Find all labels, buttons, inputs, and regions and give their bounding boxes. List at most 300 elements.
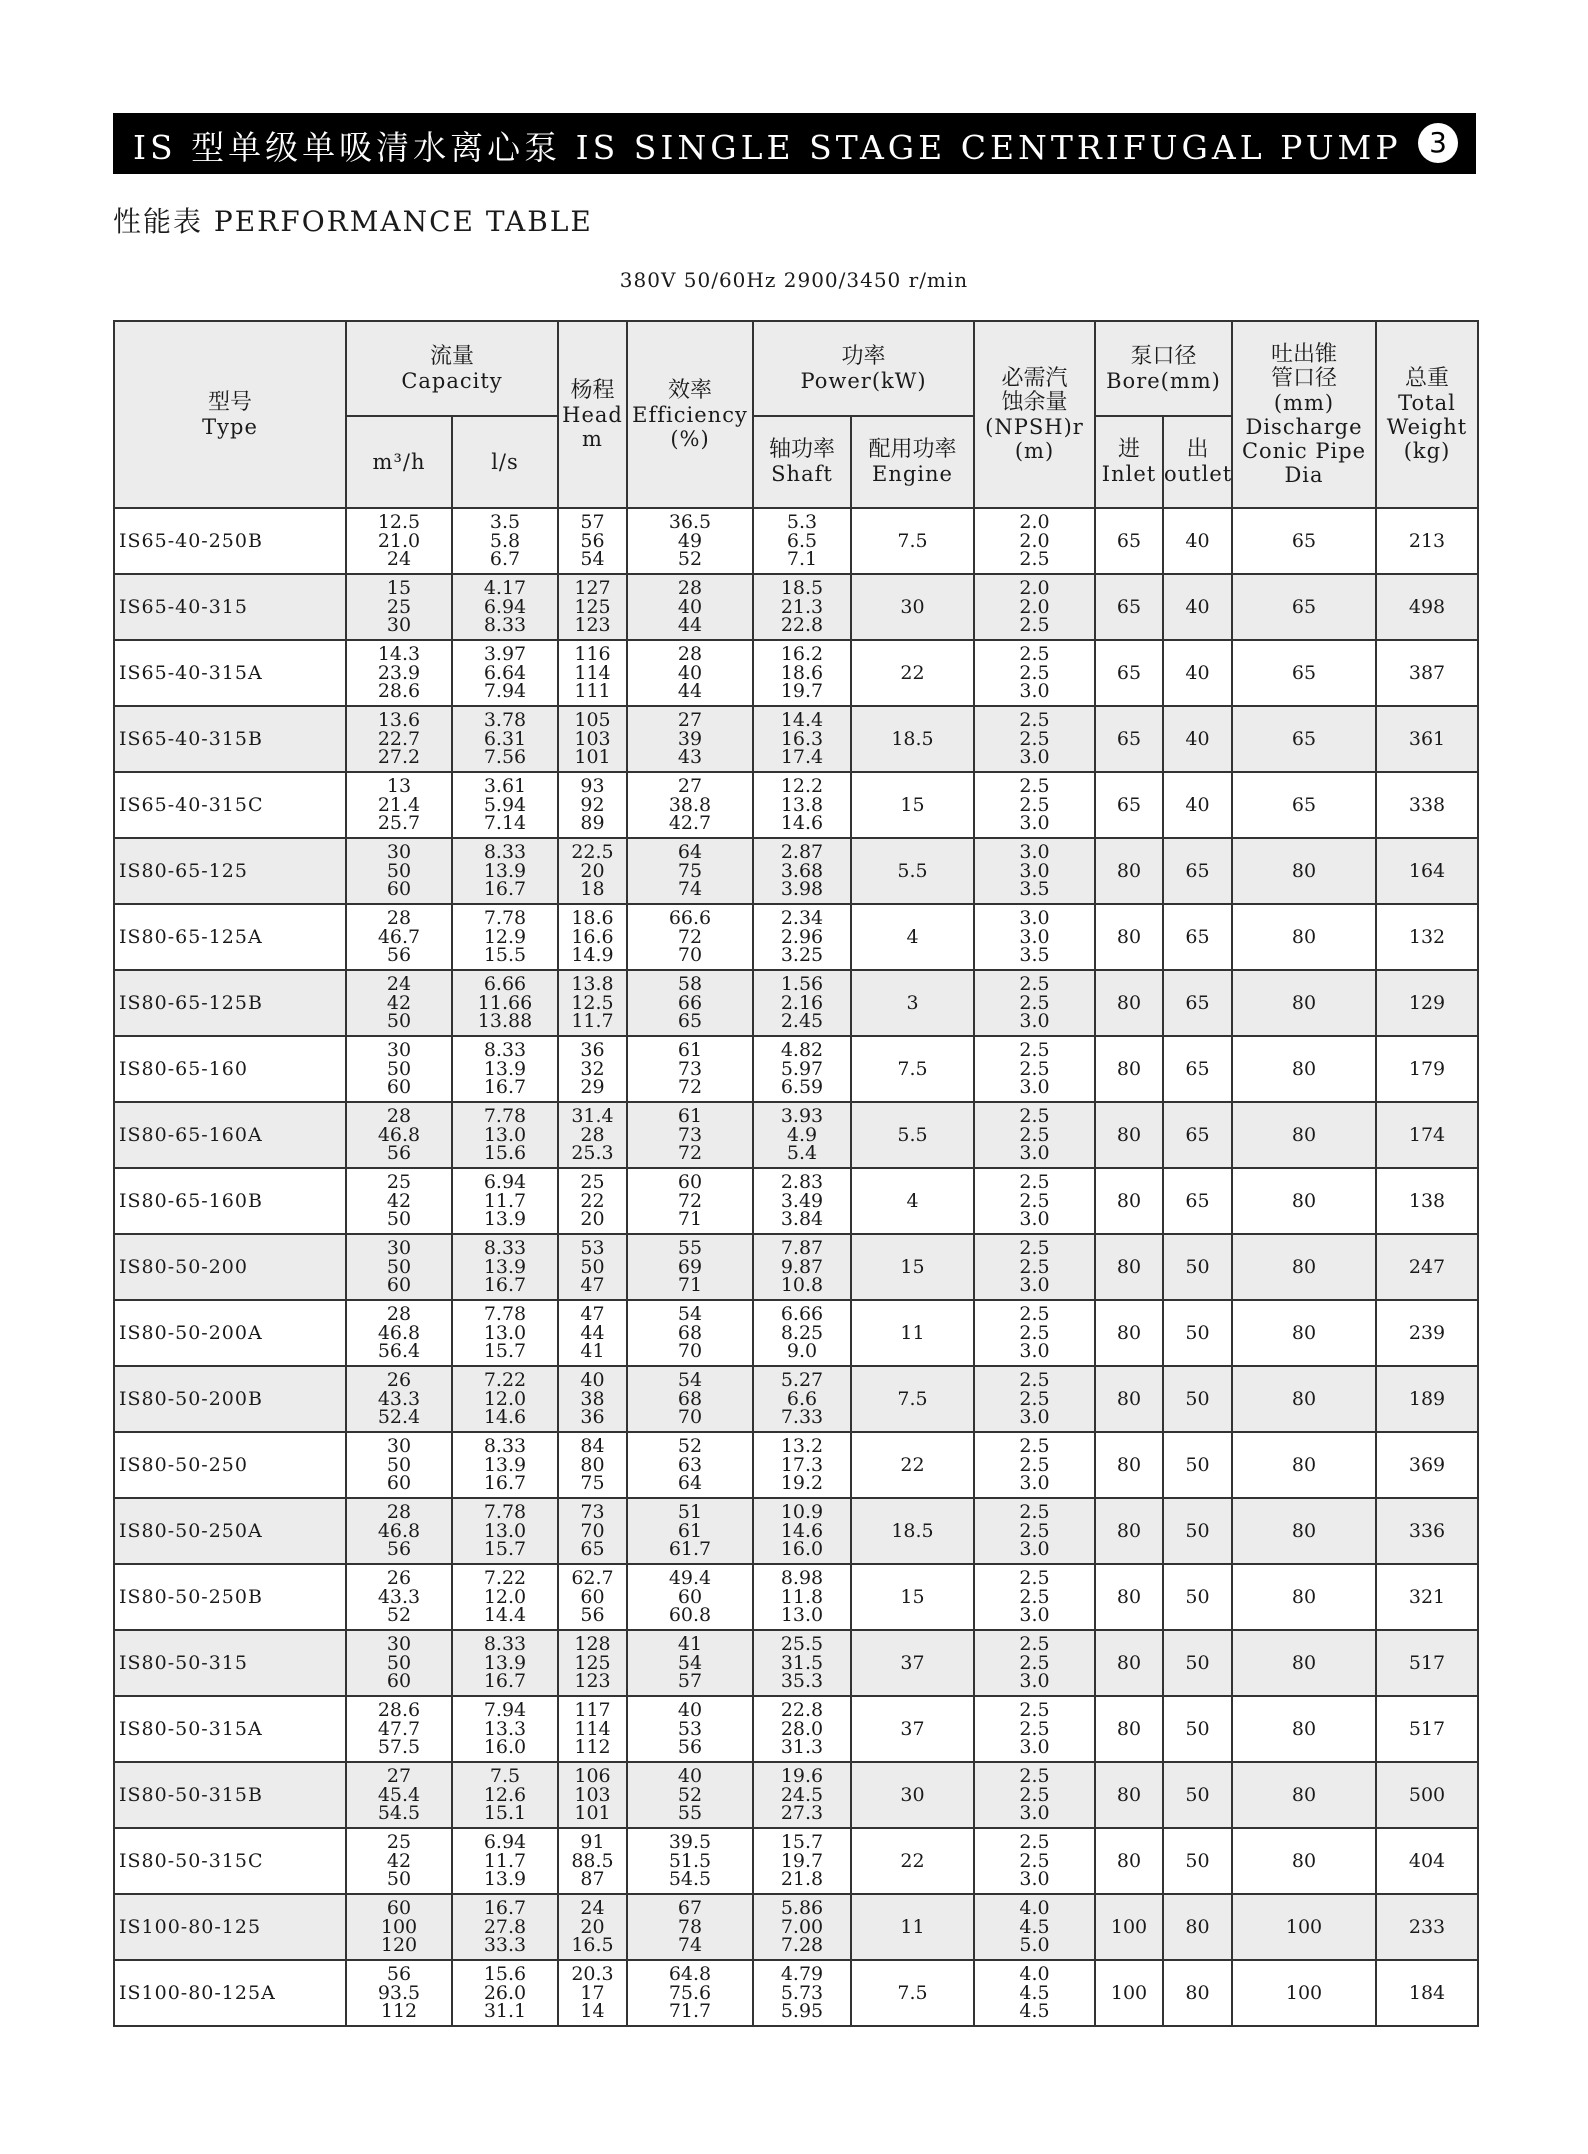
cell-capacity-m3h bbox=[346, 904, 452, 970]
cell-npsh bbox=[974, 1168, 1095, 1234]
section-subtitle: 性能表 PERFORMANCE TABLE bbox=[113, 205, 593, 238]
cell-efficiency-value: 68 bbox=[677, 1321, 703, 1344]
cell-npsh-value: 3.0 bbox=[1019, 1208, 1050, 1231]
cell-head-value: 32 bbox=[580, 1057, 605, 1080]
cell-efficiency-value: 70 bbox=[677, 944, 703, 967]
cell-weight: 129 bbox=[1376, 970, 1478, 1036]
cell-capacity-m3h-value: 26 bbox=[386, 1567, 412, 1590]
cell-npsh-value: 3.0 bbox=[1019, 925, 1050, 948]
cell-npsh-value: 2.5 bbox=[1019, 1387, 1050, 1410]
cell-engine-power: 30 bbox=[851, 1762, 974, 1828]
cell-npsh bbox=[974, 772, 1095, 838]
cell-efficiency-value: 61 bbox=[677, 1039, 703, 1062]
cell-head-value: 117 bbox=[574, 1699, 611, 1722]
cell-npsh-value: 3.0 bbox=[1019, 1802, 1050, 1825]
cell-type: IS80-50-200B bbox=[114, 1366, 346, 1432]
cell-npsh-value: 2.5 bbox=[1019, 548, 1050, 571]
cell-engine-power: 7.5 bbox=[851, 1036, 974, 1102]
cell-head-value: 112 bbox=[574, 1736, 611, 1759]
table-row bbox=[114, 904, 1478, 970]
cell-shaft-power-value: 14.6 bbox=[780, 812, 824, 835]
cell-head-value: 14 bbox=[580, 2000, 605, 2023]
cell-shaft-power-value: 19.7 bbox=[780, 680, 824, 703]
cell-npsh-value: 3.0 bbox=[1019, 1010, 1050, 1033]
cell-head-value: 62.7 bbox=[571, 1567, 614, 1590]
cell-head-value: 31.4 bbox=[571, 1105, 614, 1128]
cell-capacity-m3h bbox=[346, 1630, 452, 1696]
cell-capacity-ls-value: 7.78 bbox=[483, 1105, 527, 1128]
cell-npsh bbox=[974, 1102, 1095, 1168]
cell-outlet: 80 bbox=[1163, 1960, 1232, 2026]
cell-capacity-m3h-value: 30 bbox=[386, 1435, 412, 1458]
cell-efficiency-value: 69 bbox=[677, 1255, 703, 1278]
cell-capacity-ls-value: 15.7 bbox=[483, 1340, 527, 1363]
cell-capacity-m3h-value: 21.4 bbox=[377, 793, 421, 816]
cell-shaft-power bbox=[753, 1564, 851, 1630]
cell-engine-power: 30 bbox=[851, 574, 974, 640]
cell-npsh bbox=[974, 970, 1095, 1036]
cell-capacity-ls-value: 6.94 bbox=[483, 1831, 527, 1854]
cell-shaft-power-value: 5.73 bbox=[780, 1981, 824, 2004]
cell-npsh-value: 2.5 bbox=[1019, 1321, 1050, 1344]
cell-efficiency bbox=[627, 1168, 753, 1234]
cell-head-value: 12.5 bbox=[571, 991, 614, 1014]
cell-outlet: 40 bbox=[1163, 706, 1232, 772]
cell-capacity-m3h bbox=[346, 1762, 452, 1828]
cell-discharge: 65 bbox=[1232, 574, 1376, 640]
cell-capacity-ls-value: 7.94 bbox=[483, 680, 527, 703]
cell-efficiency-value: 39 bbox=[677, 727, 703, 750]
cell-efficiency-value: 58 bbox=[677, 973, 703, 996]
cell-shaft-power-value: 2.87 bbox=[780, 841, 824, 864]
cell-inlet: 80 bbox=[1095, 1234, 1163, 1300]
cell-discharge: 80 bbox=[1232, 1630, 1376, 1696]
cell-capacity-m3h-value: 100 bbox=[380, 1915, 418, 1938]
cell-efficiency-value: 66.6 bbox=[668, 907, 712, 930]
cell-shaft-power-value: 16.2 bbox=[780, 643, 824, 666]
cell-capacity-ls-value: 15.6 bbox=[483, 1142, 527, 1165]
cell-efficiency bbox=[627, 574, 753, 640]
cell-npsh bbox=[974, 1300, 1095, 1366]
cell-weight: 247 bbox=[1376, 1234, 1478, 1300]
cell-npsh-value: 3.0 bbox=[1019, 841, 1050, 864]
cell-npsh-value: 2.5 bbox=[1019, 1369, 1050, 1392]
table-row bbox=[114, 706, 1478, 772]
table-row bbox=[114, 1894, 1478, 1960]
cell-discharge: 100 bbox=[1232, 1960, 1376, 2026]
cell-discharge: 80 bbox=[1232, 1564, 1376, 1630]
cell-npsh-value: 4.0 bbox=[1019, 1897, 1050, 1920]
cell-capacity-ls-value: 7.14 bbox=[483, 812, 527, 835]
cell-npsh-value: 2.5 bbox=[1019, 614, 1050, 637]
cell-capacity-ls bbox=[452, 1432, 558, 1498]
cell-capacity-ls-value: 6.94 bbox=[483, 1171, 527, 1194]
cell-head bbox=[558, 838, 627, 904]
cell-capacity-ls-value: 7.22 bbox=[483, 1369, 527, 1392]
cell-inlet: 100 bbox=[1095, 1960, 1163, 2026]
cell-head-value: 57 bbox=[580, 511, 605, 534]
cell-discharge: 80 bbox=[1232, 1036, 1376, 1102]
cell-head-value: 18.6 bbox=[571, 907, 614, 930]
cell-inlet: 65 bbox=[1095, 640, 1163, 706]
header-discharge: 吐出锥 管口径 (mm) Discharge Conic Pipe Dia bbox=[1232, 321, 1376, 508]
cell-shaft-power bbox=[753, 1960, 851, 2026]
cell-npsh-value: 3.0 bbox=[1019, 746, 1050, 769]
cell-capacity-ls-value: 7.22 bbox=[483, 1567, 527, 1590]
cell-efficiency-value: 61 bbox=[677, 1519, 703, 1542]
header-head: 杨程 Head m bbox=[558, 321, 627, 508]
cell-efficiency-value: 54.5 bbox=[668, 1868, 712, 1891]
cell-efficiency bbox=[627, 1102, 753, 1168]
cell-head-value: 28 bbox=[580, 1123, 605, 1146]
cell-capacity-ls-value: 3.78 bbox=[483, 709, 527, 732]
table-row bbox=[114, 838, 1478, 904]
cell-shaft-power-value: 19.6 bbox=[780, 1765, 824, 1788]
cell-engine-power: 7.5 bbox=[851, 508, 974, 574]
cell-capacity-ls-value: 8.33 bbox=[483, 614, 527, 637]
cell-efficiency-value: 54 bbox=[677, 1369, 703, 1392]
cell-shaft-power-value: 4.79 bbox=[780, 1963, 824, 1986]
cell-capacity-ls bbox=[452, 1894, 558, 1960]
cell-head-value: 20 bbox=[580, 1915, 605, 1938]
cell-efficiency bbox=[627, 1234, 753, 1300]
cell-head-value: 38 bbox=[580, 1387, 605, 1410]
cell-shaft-power-value: 5.95 bbox=[780, 2000, 824, 2023]
cell-head-value: 20 bbox=[580, 859, 605, 882]
cell-type: IS65-40-250B bbox=[114, 508, 346, 574]
cell-efficiency-value: 53 bbox=[677, 1717, 703, 1740]
cell-efficiency-value: 60 bbox=[677, 1171, 703, 1194]
cell-outlet: 65 bbox=[1163, 904, 1232, 970]
cell-efficiency-value: 70 bbox=[677, 1340, 703, 1363]
cell-head-value: 60 bbox=[580, 1585, 605, 1608]
cell-efficiency-value: 27 bbox=[677, 775, 703, 798]
cell-capacity-ls-value: 14.4 bbox=[483, 1604, 527, 1627]
cell-capacity-m3h-value: 15 bbox=[386, 577, 412, 600]
cell-discharge: 80 bbox=[1232, 1762, 1376, 1828]
cell-outlet: 65 bbox=[1163, 1036, 1232, 1102]
cell-capacity-m3h-value: 56 bbox=[386, 944, 412, 967]
cell-shaft-power bbox=[753, 1366, 851, 1432]
cell-capacity-ls-value: 13.0 bbox=[483, 1123, 527, 1146]
cell-efficiency-value: 40 bbox=[677, 1699, 703, 1722]
cell-efficiency-value: 56 bbox=[677, 1736, 703, 1759]
cell-capacity-ls-value: 7.5 bbox=[489, 1765, 521, 1788]
cell-shaft-power-value: 22.8 bbox=[780, 614, 824, 637]
cell-head-value: 29 bbox=[580, 1076, 605, 1099]
cell-head bbox=[558, 1828, 627, 1894]
cell-outlet: 40 bbox=[1163, 574, 1232, 640]
cell-capacity-ls-value: 12.9 bbox=[483, 925, 527, 948]
cell-type: IS65-40-315C bbox=[114, 772, 346, 838]
cell-shaft-power bbox=[753, 1300, 851, 1366]
cell-capacity-m3h-value: 47.7 bbox=[377, 1717, 421, 1740]
cell-efficiency-value: 55 bbox=[677, 1237, 703, 1260]
cell-shaft-power bbox=[753, 640, 851, 706]
cell-engine-power: 37 bbox=[851, 1696, 974, 1762]
cell-capacity-ls-value: 8.33 bbox=[483, 1039, 527, 1062]
page-number-badge: 3 bbox=[1418, 123, 1458, 163]
cell-capacity-ls-value: 11.66 bbox=[477, 991, 533, 1014]
cell-efficiency bbox=[627, 1498, 753, 1564]
cell-capacity-m3h bbox=[346, 1234, 452, 1300]
cell-head-value: 87 bbox=[580, 1868, 605, 1891]
cell-capacity-m3h-value: 25 bbox=[386, 1831, 412, 1854]
table-row bbox=[114, 1762, 1478, 1828]
cell-capacity-ls-value: 13.9 bbox=[483, 1651, 527, 1674]
cell-inlet: 80 bbox=[1095, 1696, 1163, 1762]
cell-head-value: 101 bbox=[574, 746, 611, 769]
cell-outlet: 80 bbox=[1163, 1894, 1232, 1960]
cell-head-value: 36 bbox=[580, 1039, 605, 1062]
cell-capacity-m3h-value: 28.6 bbox=[377, 680, 421, 703]
cell-inlet: 100 bbox=[1095, 1894, 1163, 1960]
cell-type: IS80-65-160A bbox=[114, 1102, 346, 1168]
cell-capacity-ls-value: 8.33 bbox=[483, 1237, 527, 1260]
cell-shaft-power bbox=[753, 1036, 851, 1102]
cell-capacity-ls-value: 33.3 bbox=[483, 1934, 527, 1957]
cell-npsh-value: 2.0 bbox=[1019, 529, 1050, 552]
cell-outlet: 40 bbox=[1163, 772, 1232, 838]
cell-efficiency bbox=[627, 1960, 753, 2026]
table-row bbox=[114, 1432, 1478, 1498]
cell-shaft-power-value: 2.16 bbox=[780, 991, 824, 1014]
cell-npsh-value: 3.0 bbox=[1019, 680, 1050, 703]
cell-npsh-value: 2.5 bbox=[1019, 643, 1050, 666]
cell-npsh bbox=[974, 1432, 1095, 1498]
cell-shaft-power-value: 14.6 bbox=[780, 1519, 824, 1542]
cell-capacity-m3h bbox=[346, 1168, 452, 1234]
table-row bbox=[114, 1168, 1478, 1234]
cell-npsh bbox=[974, 1366, 1095, 1432]
cell-capacity-m3h-value: 57.5 bbox=[377, 1736, 421, 1759]
cell-efficiency-value: 27 bbox=[677, 709, 703, 732]
cell-npsh-value: 3.0 bbox=[1019, 1670, 1050, 1693]
cell-head bbox=[558, 772, 627, 838]
cell-head-value: 25.3 bbox=[571, 1142, 614, 1165]
cell-capacity-m3h-value: 21.0 bbox=[377, 529, 421, 552]
cell-efficiency-value: 55 bbox=[677, 1802, 703, 1825]
cell-weight: 138 bbox=[1376, 1168, 1478, 1234]
cell-type: IS80-50-250B bbox=[114, 1564, 346, 1630]
cell-npsh-value: 2.5 bbox=[1019, 1171, 1050, 1194]
cell-outlet: 65 bbox=[1163, 1168, 1232, 1234]
cell-type: IS80-50-315B bbox=[114, 1762, 346, 1828]
cell-shaft-power-value: 27.3 bbox=[780, 1802, 824, 1825]
cell-shaft-power-value: 5.27 bbox=[780, 1369, 824, 1392]
cell-npsh-value: 2.0 bbox=[1019, 595, 1050, 618]
cell-capacity-ls-value: 8.33 bbox=[483, 841, 527, 864]
cell-head-value: 40 bbox=[580, 1369, 605, 1392]
cell-efficiency bbox=[627, 1696, 753, 1762]
cell-npsh-value: 3.0 bbox=[1019, 1142, 1050, 1165]
cell-head-value: 111 bbox=[574, 680, 611, 703]
cell-head-value: 20.3 bbox=[571, 1963, 614, 1986]
cell-npsh bbox=[974, 838, 1095, 904]
cell-type: IS80-65-125A bbox=[114, 904, 346, 970]
cell-weight: 369 bbox=[1376, 1432, 1478, 1498]
cell-weight: 184 bbox=[1376, 1960, 1478, 2026]
cell-capacity-m3h-value: 42 bbox=[386, 991, 412, 1014]
cell-discharge: 80 bbox=[1232, 1366, 1376, 1432]
cell-capacity-m3h bbox=[346, 1894, 452, 1960]
cell-capacity-ls bbox=[452, 1300, 558, 1366]
cell-efficiency-value: 75 bbox=[677, 859, 703, 882]
cell-head bbox=[558, 706, 627, 772]
cell-efficiency bbox=[627, 1630, 753, 1696]
cell-capacity-ls-value: 12.0 bbox=[483, 1387, 527, 1410]
cell-capacity-m3h-value: 46.8 bbox=[377, 1321, 421, 1344]
cell-discharge: 100 bbox=[1232, 1894, 1376, 1960]
cell-shaft-power-value: 2.96 bbox=[780, 925, 824, 948]
spec-line: 380V 50/60Hz 2900/3450 r/min bbox=[619, 268, 969, 292]
cell-head-value: 17 bbox=[580, 1981, 605, 2004]
cell-npsh-value: 2.5 bbox=[1019, 1255, 1050, 1278]
cell-shaft-power bbox=[753, 1894, 851, 1960]
cell-npsh-value: 4.5 bbox=[1019, 1981, 1050, 2004]
cell-capacity-ls-value: 12.6 bbox=[483, 1783, 527, 1806]
cell-capacity-m3h-value: 50 bbox=[386, 1868, 412, 1891]
cell-capacity-ls-value: 3.97 bbox=[483, 643, 527, 666]
cell-capacity-m3h-value: 56 bbox=[386, 1538, 412, 1561]
cell-capacity-m3h-value: 28 bbox=[386, 907, 412, 930]
cell-inlet: 80 bbox=[1095, 1366, 1163, 1432]
cell-shaft-power bbox=[753, 1498, 851, 1564]
cell-efficiency-value: 74 bbox=[677, 878, 703, 901]
cell-capacity-ls-value: 27.8 bbox=[483, 1915, 527, 1938]
cell-discharge: 65 bbox=[1232, 772, 1376, 838]
cell-shaft-power bbox=[753, 1762, 851, 1828]
cell-capacity-m3h-value: 42 bbox=[386, 1849, 412, 1872]
cell-efficiency-value: 57 bbox=[677, 1670, 703, 1693]
cell-shaft-power-value: 11.8 bbox=[780, 1585, 824, 1608]
cell-inlet: 65 bbox=[1095, 574, 1163, 640]
cell-capacity-ls-value: 7.78 bbox=[483, 1303, 527, 1326]
cell-outlet: 50 bbox=[1163, 1696, 1232, 1762]
cell-shaft-power-value: 10.9 bbox=[780, 1501, 824, 1524]
cell-efficiency-value: 49 bbox=[677, 529, 703, 552]
cell-head bbox=[558, 1366, 627, 1432]
cell-npsh-value: 2.5 bbox=[1019, 1237, 1050, 1260]
title-banner bbox=[113, 113, 1476, 174]
cell-efficiency bbox=[627, 1894, 753, 1960]
cell-head bbox=[558, 1036, 627, 1102]
cell-type: IS80-50-315 bbox=[114, 1630, 346, 1696]
cell-outlet: 50 bbox=[1163, 1498, 1232, 1564]
cell-efficiency bbox=[627, 1300, 753, 1366]
cell-efficiency-value: 72 bbox=[677, 1189, 703, 1212]
cell-capacity-m3h-value: 14.3 bbox=[377, 643, 421, 666]
cell-capacity-ls-value: 16.7 bbox=[483, 1897, 527, 1920]
cell-efficiency bbox=[627, 640, 753, 706]
cell-efficiency-value: 63 bbox=[677, 1453, 703, 1476]
cell-capacity-ls-value: 3.61 bbox=[483, 775, 527, 798]
cell-engine-power: 15 bbox=[851, 772, 974, 838]
cell-shaft-power bbox=[753, 838, 851, 904]
cell-engine-power: 3 bbox=[851, 970, 974, 1036]
cell-efficiency-value: 60.8 bbox=[668, 1604, 712, 1627]
cell-type: IS80-65-160 bbox=[114, 1036, 346, 1102]
cell-capacity-ls-value: 11.7 bbox=[483, 1849, 527, 1872]
cell-inlet: 80 bbox=[1095, 1630, 1163, 1696]
cell-capacity-m3h bbox=[346, 574, 452, 640]
cell-efficiency-value: 52 bbox=[677, 1435, 703, 1458]
cell-capacity-m3h-value: 50 bbox=[386, 859, 412, 882]
cell-head-value: 24 bbox=[580, 1897, 605, 1920]
cell-efficiency-value: 60 bbox=[677, 1585, 703, 1608]
cell-capacity-m3h bbox=[346, 772, 452, 838]
table-row bbox=[114, 1366, 1478, 1432]
cell-capacity-m3h-value: 30 bbox=[386, 841, 412, 864]
cell-head-value: 75 bbox=[580, 1472, 605, 1495]
cell-capacity-ls bbox=[452, 574, 558, 640]
cell-capacity-m3h-value: 45.4 bbox=[377, 1783, 421, 1806]
cell-efficiency-value: 61 bbox=[677, 1105, 703, 1128]
cell-shaft-power-value: 15.7 bbox=[780, 1831, 824, 1854]
cell-head-value: 93 bbox=[580, 775, 605, 798]
table-row bbox=[114, 640, 1478, 706]
cell-outlet: 50 bbox=[1163, 1234, 1232, 1300]
header-weight: 总重 Total Weight (kg) bbox=[1376, 321, 1478, 508]
cell-head bbox=[558, 904, 627, 970]
cell-capacity-ls-value: 13.9 bbox=[483, 1208, 527, 1231]
cell-capacity-ls-value: 13.9 bbox=[483, 1453, 527, 1476]
cell-shaft-power-value: 7.28 bbox=[780, 1934, 824, 1957]
cell-head bbox=[558, 1102, 627, 1168]
cell-capacity-m3h bbox=[346, 838, 452, 904]
cell-head-value: 13.8 bbox=[571, 973, 614, 996]
cell-type: IS80-65-160B bbox=[114, 1168, 346, 1234]
cell-discharge: 80 bbox=[1232, 1696, 1376, 1762]
cell-npsh bbox=[974, 1762, 1095, 1828]
cell-discharge: 80 bbox=[1232, 970, 1376, 1036]
cell-capacity-m3h-value: 30 bbox=[386, 1237, 412, 1260]
cell-head-value: 92 bbox=[580, 793, 605, 816]
cell-efficiency-value: 72 bbox=[677, 1076, 703, 1099]
cell-shaft-power-value: 25.5 bbox=[780, 1633, 824, 1656]
cell-shaft-power-value: 7.87 bbox=[780, 1237, 824, 1260]
cell-efficiency-value: 65 bbox=[677, 1010, 703, 1033]
cell-efficiency bbox=[627, 970, 753, 1036]
cell-inlet: 65 bbox=[1095, 508, 1163, 574]
cell-shaft-power bbox=[753, 1102, 851, 1168]
cell-capacity-ls bbox=[452, 1168, 558, 1234]
cell-npsh-value: 2.5 bbox=[1019, 1303, 1050, 1326]
cell-shaft-power-value: 13.8 bbox=[780, 793, 824, 816]
cell-capacity-ls bbox=[452, 1630, 558, 1696]
cell-capacity-m3h-value: 28 bbox=[386, 1303, 412, 1326]
cell-capacity-m3h-value: 25.7 bbox=[377, 812, 421, 835]
cell-weight: 387 bbox=[1376, 640, 1478, 706]
table-row bbox=[114, 1696, 1478, 1762]
cell-head-value: 91 bbox=[580, 1831, 605, 1854]
cell-npsh-value: 3.0 bbox=[1019, 1076, 1050, 1099]
cell-capacity-ls-value: 14.6 bbox=[483, 1406, 527, 1429]
cell-shaft-power-value: 17.3 bbox=[780, 1453, 824, 1476]
cell-inlet: 80 bbox=[1095, 1168, 1163, 1234]
cell-efficiency-value: 73 bbox=[677, 1123, 703, 1146]
cell-npsh bbox=[974, 1894, 1095, 1960]
cell-efficiency-value: 71 bbox=[677, 1274, 703, 1297]
cell-capacity-ls bbox=[452, 838, 558, 904]
cell-weight: 338 bbox=[1376, 772, 1478, 838]
cell-head-value: 127 bbox=[574, 577, 611, 600]
cell-capacity-m3h bbox=[346, 1564, 452, 1630]
cell-capacity-ls-value: 16.0 bbox=[483, 1736, 527, 1759]
cell-capacity-ls-value: 5.8 bbox=[489, 529, 521, 552]
cell-weight: 213 bbox=[1376, 508, 1478, 574]
cell-shaft-power-value: 6.6 bbox=[786, 1387, 818, 1410]
